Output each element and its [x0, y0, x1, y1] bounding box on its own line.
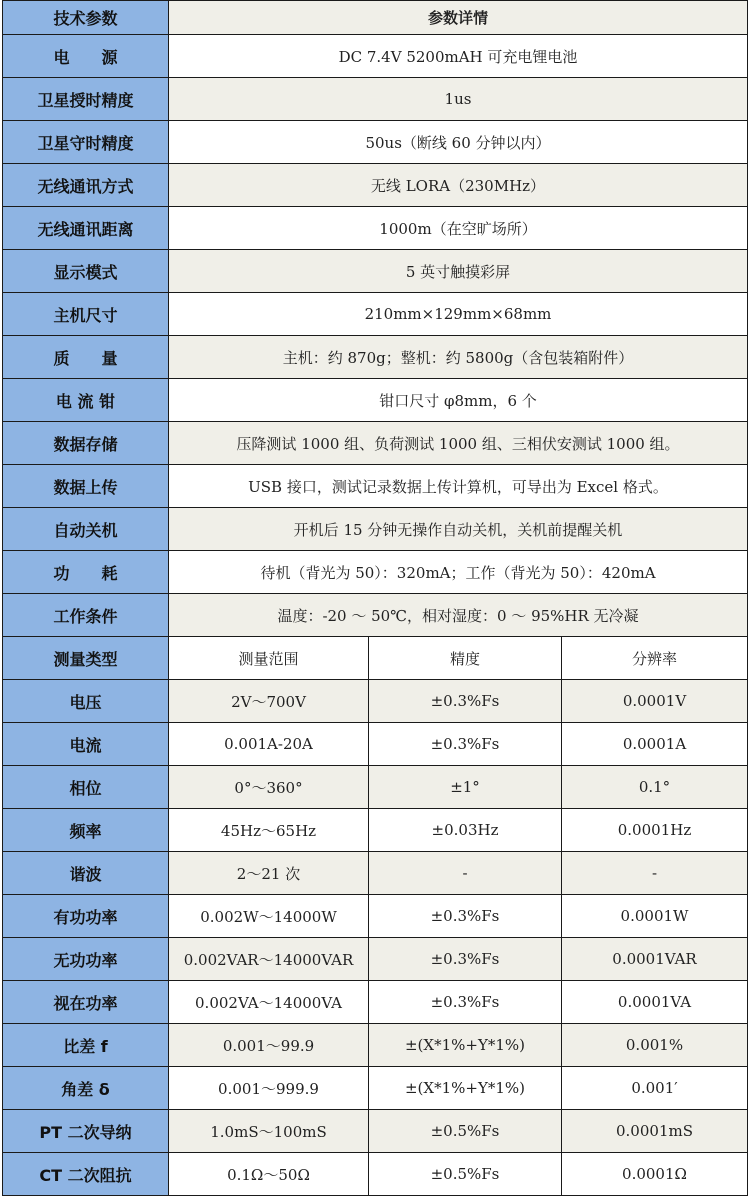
measure-accuracy: ±0.3%Fs: [369, 938, 562, 981]
params-header-label: 技术参数: [3, 1, 169, 35]
param-label: 卫星守时精度: [3, 121, 169, 164]
params-header-value: 参数详情: [169, 1, 748, 35]
param-label: 质 量: [3, 336, 169, 379]
param-value: 210mm×129mm×68mm: [169, 293, 748, 336]
param-value: 5 英寸触摸彩屏: [169, 250, 748, 293]
measure-resolution: 0.0001VA: [562, 981, 748, 1024]
param-row: [3, 35, 748, 78]
measure-row: [3, 895, 748, 938]
measure-row: [3, 981, 748, 1024]
measure-resolution: 0.1°: [562, 766, 748, 809]
param-value: 钳口尺寸 φ8mm，6 个: [169, 379, 748, 422]
measure-header-range: 测量范围: [169, 637, 369, 680]
measure-row: [3, 1153, 748, 1196]
measure-row: [3, 1067, 748, 1110]
param-row: [3, 465, 748, 508]
measure-accuracy: ±0.3%Fs: [369, 680, 562, 723]
measure-resolution: 0.0001A: [562, 723, 748, 766]
param-value: 1000m（在空旷场所）: [169, 207, 748, 250]
param-label: 无线通讯方式: [3, 164, 169, 207]
measure-range: 0.001A-20A: [169, 723, 369, 766]
param-row: [3, 293, 748, 336]
param-row: [3, 250, 748, 293]
param-label: 电 流 钳: [3, 379, 169, 422]
measure-range: 45Hz～65Hz: [169, 809, 369, 852]
measure-header-accuracy: 精度: [369, 637, 562, 680]
param-value: 待机（背光为 50）：320mA；工作（背光为 50）：420mA: [169, 551, 748, 594]
measure-type: 视在功率: [3, 981, 169, 1024]
param-row: [3, 551, 748, 594]
spec-sheet: [2, 0, 747, 1196]
measure-type: 电流: [3, 723, 169, 766]
measure-range: 0.002W～14000W: [169, 895, 369, 938]
measure-resolution: 0.0001mS: [562, 1110, 748, 1153]
param-value: DC 7.4V 5200mAH 可充电锂电池: [169, 35, 748, 78]
measure-row: [3, 938, 748, 981]
param-label: 无线通讯距离: [3, 207, 169, 250]
measure-type: PT 二次导纳: [3, 1110, 169, 1153]
measure-accuracy: ±0.3%Fs: [369, 723, 562, 766]
measure-type: 电压: [3, 680, 169, 723]
measure-resolution: 0.0001VAR: [562, 938, 748, 981]
measure-type: 角差 δ: [3, 1067, 169, 1110]
measure-row: [3, 766, 748, 809]
param-label: 数据存储: [3, 422, 169, 465]
measure-type: 比差 f: [3, 1024, 169, 1067]
measure-type: CT 二次阻抗: [3, 1153, 169, 1196]
param-value: 无线 LORA（230MHz）: [169, 164, 748, 207]
param-value: 主机：约 870g；整机：约 5800g（含包装箱附件）: [169, 336, 748, 379]
param-value: 压降测试 1000 组、负荷测试 1000 组、三相伏安测试 1000 组。: [169, 422, 748, 465]
technical-params-table: [2, 0, 748, 637]
measure-accuracy: ±0.5%Fs: [369, 1110, 562, 1153]
measure-row: [3, 809, 748, 852]
measure-range: 2～21 次: [169, 852, 369, 895]
param-value: USB 接口，测试记录数据上传计算机，可导出为 Excel 格式。: [169, 465, 748, 508]
measure-range: 0.001～999.9: [169, 1067, 369, 1110]
measure-header-row: [3, 637, 748, 680]
measure-accuracy: ±0.03Hz: [369, 809, 562, 852]
param-row: [3, 207, 748, 250]
measure-resolution: 0.0001W: [562, 895, 748, 938]
measure-type: 相位: [3, 766, 169, 809]
param-row: [3, 508, 748, 551]
param-row: [3, 164, 748, 207]
measure-accuracy: ±0.5%Fs: [369, 1153, 562, 1196]
measure-type: 频率: [3, 809, 169, 852]
param-value: 温度：-20 ～ 50℃，相对湿度：0 ～ 95%HR 无冷凝: [169, 594, 748, 637]
measure-range: 0.002VA～14000VA: [169, 981, 369, 1024]
measure-row: [3, 1024, 748, 1067]
measure-range: 0.002VAR～14000VAR: [169, 938, 369, 981]
param-value: 50us（断线 60 分钟以内）: [169, 121, 748, 164]
measure-accuracy: ±0.3%Fs: [369, 981, 562, 1024]
measure-resolution: 0.001%: [562, 1024, 748, 1067]
measure-resolution: 0.0001Hz: [562, 809, 748, 852]
measure-type: 有功功率: [3, 895, 169, 938]
measure-header-resolution: 分辨率: [562, 637, 748, 680]
measure-accuracy: ±(X*1%+Y*1%): [369, 1067, 562, 1110]
measure-row: [3, 852, 748, 895]
measure-accuracy: ±(X*1%+Y*1%): [369, 1024, 562, 1067]
measure-row: [3, 1110, 748, 1153]
measure-range: 2V～700V: [169, 680, 369, 723]
param-label: 自动关机: [3, 508, 169, 551]
param-label: 工作条件: [3, 594, 169, 637]
measure-header-type: 测量类型: [3, 637, 169, 680]
measure-range: 0.001～99.9: [169, 1024, 369, 1067]
measure-type: 无功功率: [3, 938, 169, 981]
param-label: 功 耗: [3, 551, 169, 594]
param-row: [3, 336, 748, 379]
measure-range: 0.1Ω～50Ω: [169, 1153, 369, 1196]
param-label: 数据上传: [3, 465, 169, 508]
measure-range: 0°～360°: [169, 766, 369, 809]
param-value: 1us: [169, 78, 748, 121]
measure-type: 谐波: [3, 852, 169, 895]
param-value: 开机后 15 分钟无操作自动关机，关机前提醒关机: [169, 508, 748, 551]
measure-resolution: 0.0001Ω: [562, 1153, 748, 1196]
measurement-table: [2, 636, 748, 1196]
measure-accuracy: -: [369, 852, 562, 895]
param-row: [3, 121, 748, 164]
param-label: 显示模式: [3, 250, 169, 293]
measure-row: [3, 680, 748, 723]
param-label: 主机尺寸: [3, 293, 169, 336]
param-row: [3, 594, 748, 637]
measure-accuracy: ±1°: [369, 766, 562, 809]
measure-resolution: -: [562, 852, 748, 895]
param-row: [3, 379, 748, 422]
measure-resolution: 0.0001V: [562, 680, 748, 723]
param-label: 电 源: [3, 35, 169, 78]
param-row: [3, 422, 748, 465]
measure-resolution: 0.001′: [562, 1067, 748, 1110]
param-label: 卫星授时精度: [3, 78, 169, 121]
param-row: [3, 78, 748, 121]
params-header-row: [3, 1, 748, 35]
measure-row: [3, 723, 748, 766]
measure-accuracy: ±0.3%Fs: [369, 895, 562, 938]
measure-range: 1.0mS～100mS: [169, 1110, 369, 1153]
